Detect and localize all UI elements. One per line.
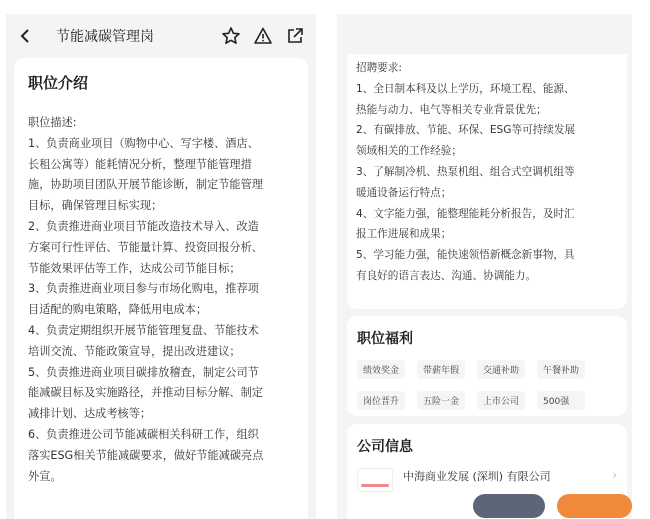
welfare-tag: 绩效奖金 [357,360,405,379]
chat-button[interactable] [473,494,545,518]
desc-line: 方案可行性评估、节能量计算、投资回报分析、 [28,240,263,254]
desc-line: 能减碳目标及实施路径，并推动目标分解、制定 [28,386,263,400]
desc-line: 施，协助项目团队开展节能诊断，制定节能管理 [28,178,263,192]
desc-line: 1、负责商业项目（购物中心、写字楼、酒店、 [28,136,259,150]
desc-line: 落实ESG相关节能减碳要求，做好节能减碳亮点 [28,448,264,462]
chevron-right-icon: › [612,468,617,482]
job-requirements-text [356,58,627,287]
req-line: 5、学习能力强，能快速领悟新概念新事物，具 [356,249,575,262]
section-title-company: 公司信息 [357,439,413,455]
req-line: 暖通设备运行特点； [356,186,452,199]
welfare-tag: 上市公司 [477,391,525,410]
job-requirements-card [347,54,627,309]
desc-line: 减排计划、达成考核等； [28,407,152,421]
desc-line: 外宣。 [28,469,62,483]
job-detail-right-screen [337,14,632,519]
star-icon[interactable] [218,24,244,48]
warning-triangle-icon[interactable] [250,24,276,48]
job-detail-left-screen [6,14,316,519]
welfare-tags [357,360,617,410]
job-welfare-card [347,316,627,416]
share-icon[interactable] [282,24,308,48]
company-row[interactable] [357,468,617,492]
req-line: 领域相关的工作经验； [356,145,462,158]
company-logo [357,468,393,492]
welfare-tag: 500强 [537,391,585,410]
back-arrow-icon[interactable] [14,25,36,47]
req-line: 2、有碳排放、节能、环保、ESG等可持续发展 [356,124,576,137]
req-line: 1、全日制本科及以上学历，环境工程、能源、 [356,82,575,95]
desc-line: 职位描述: [28,116,77,129]
desc-line: 节能效果评估等工作，达成公司节能目标； [28,261,241,275]
welfare-tag: 带薪年假 [417,360,465,379]
desc-line: 2、负责推进商业项目节能改造技术导入、改造 [28,219,259,233]
section-title-job-intro: 职位介绍 [28,74,89,92]
welfare-tag: 交通补助 [477,360,525,379]
req-line: 热能与动力、电气等相关专业背景优先； [356,103,547,116]
desc-line: 6、负责推进公司节能减碳相关科研工作，组织 [28,427,259,441]
desc-line: 4、负责定期组织开展节能管理复盘、节能技术 [28,323,259,337]
desc-line: 目适配的购电策略，降低用电成本； [28,303,208,317]
job-description-card [14,58,308,519]
job-description-text [28,113,294,487]
apply-button[interactable] [557,494,632,518]
page-title: 节能减碳管理岗 [56,29,154,45]
section-title-welfare: 职位福利 [357,331,413,347]
req-line: 4、文字能力强，能整理能耗分析报告，及时汇 [356,207,575,220]
desc-line: 培训交流、节能政策宣导，提出改进建议； [28,344,241,358]
welfare-tag: 岗位晋升 [357,391,405,410]
desc-line: 目标，确保管理目标实现； [28,199,163,213]
welfare-tag: 五险一金 [417,391,465,410]
req-line: 报工作进展和成果； [356,228,452,241]
desc-line: 3、负责推进商业项目参与市场化购电，推荐项 [28,282,259,296]
top-navigation-bar [6,14,316,58]
company-name: 中海商业发展 (深圳) 有限公司 [403,470,551,483]
welfare-tag: 午餐补助 [537,360,585,379]
req-line: 招聘要求: [356,62,402,74]
desc-line: 5、负责推进商业项目碳排放稽查，制定公司节 [28,365,259,379]
desc-line: 长租公寓等）能耗情况分析，整理节能管理措 [28,157,252,171]
req-line: 3、了解制冷机、热泵机组、组合式空调机组等 [356,165,575,178]
req-line: 有良好的语言表达、沟通、协调能力。 [356,269,537,282]
